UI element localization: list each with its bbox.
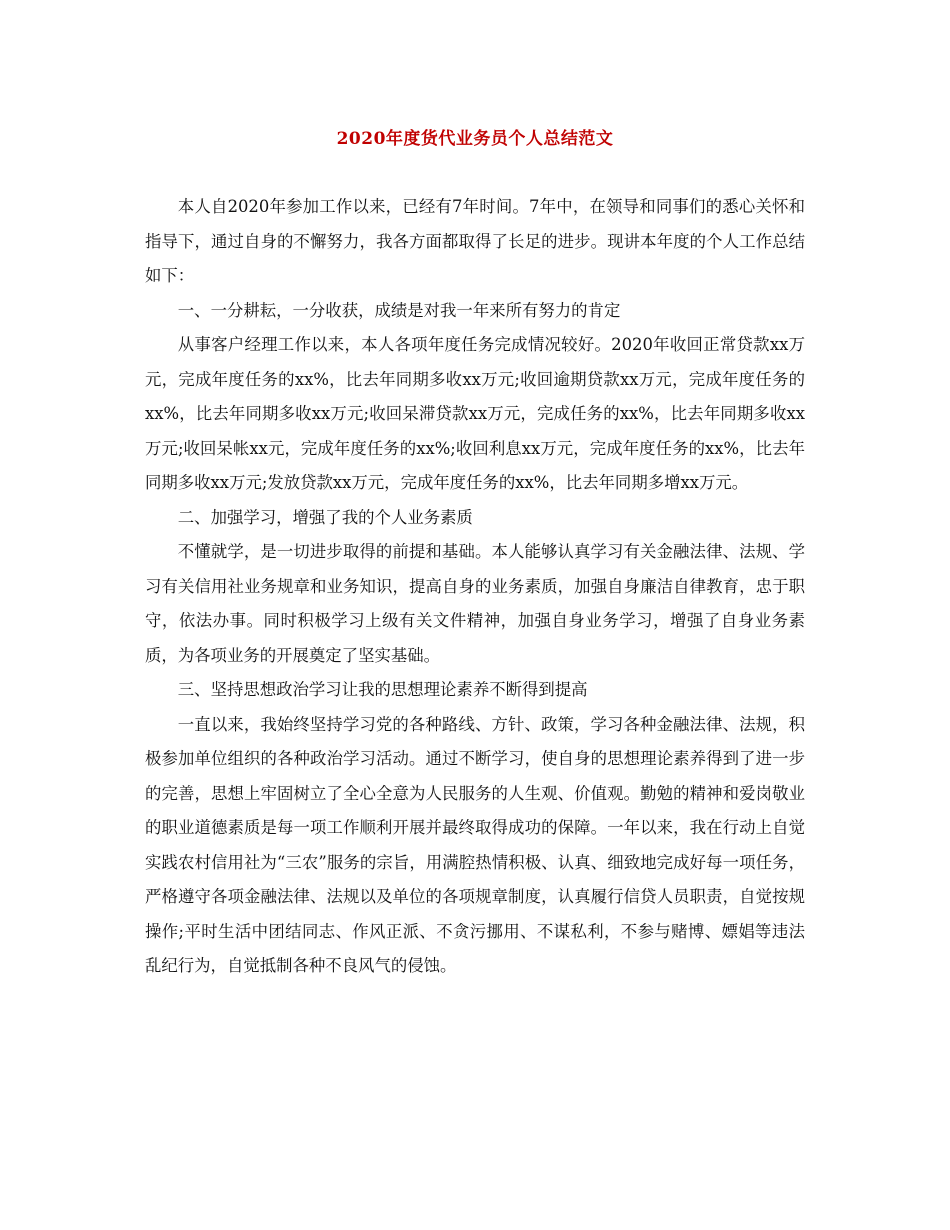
- paragraph-intro: 本人自2020年参加工作以来，已经有7年时间。7年中，在领导和同事们的悉心关怀和指导下，通过自身的不懈努力，我各方面都取得了长足的进步。现讲本年度的个人工作总结如下：: [145, 197, 805, 285]
- document-body: [145, 190, 805, 984]
- paragraph-section-1: 从事客户经理工作以来，本人各项年度任务完成情况较好。2020年收回正常贷款xx万元，完成年度任务的xx%，比去年同期多收xx万元;收回逾期贷款xx万元，完成年度任务的xx%，比去年同期多收xx万元;收回呆滞贷款xx万元，完成任务的xx%，比去年同期多收xx万元;收回呆帐xx元，完成年度任务的xx%;收回利息xx万元，完成年度任务的xx%，比去年同期多收xx万元;发放贷款xx万元，完成年度任务的xx%，比去年同期多增xx万元。: [145, 335, 805, 492]
- heading-section-1: 一、一分耕耘，一分收获，成绩是对我一年来所有努力的肯定: [177, 300, 621, 320]
- paragraph-section-2: 不懂就学，是一切进步取得的前提和基础。本人能够认真学习有关金融法律、法规、学习有关信用社业务规章和业务知识，提高自身的业务素质，加强自身廉洁自律教育，忠于职守，依法办事。同时积极学习上级有关文件精神，加强自身业务学习，增强了自身业务素质，为各项业务的开展奠定了坚实基础。: [145, 542, 805, 665]
- paragraph-section-3: 一直以来，我始终坚持学习党的各种路线、方针、政策，学习各种金融法律、法规，积极参加单位组织的各种政治学习活动。通过不断学习，使自身的思想理论素养得到了进一步的完善，思想上牢固树立了全心全意为人民服务的人生观、价值观。勤勉的精神和爱岗敬业的职业道德素质是每一项工作顺利开展并最终取得成功的保障。一年以来，我在行动上自觉实践农村信用社为“三农”服务的宗旨，用满腔热情积极、认真、细致地完成好每一项任务，严格遵守各项金融法律、法规以及单位的各项规章制度，认真履行信贷人员职责，自觉按规操作;平时生活中团结同志、作风正派、不贪污挪用、不谋私利，不参与赌博、嫖娼等违法乱纪行为，自觉抵制各种不良风气的侵蚀。: [145, 714, 805, 975]
- heading-section-3: 三、坚持思想政治学习让我的思想理论素养不断得到提高: [177, 680, 588, 699]
- heading-section-2: 二、加强学习，增强了我的个人业务素质: [177, 507, 473, 527]
- document-title: 2020年度货代业务员个人总结范文: [336, 129, 614, 149]
